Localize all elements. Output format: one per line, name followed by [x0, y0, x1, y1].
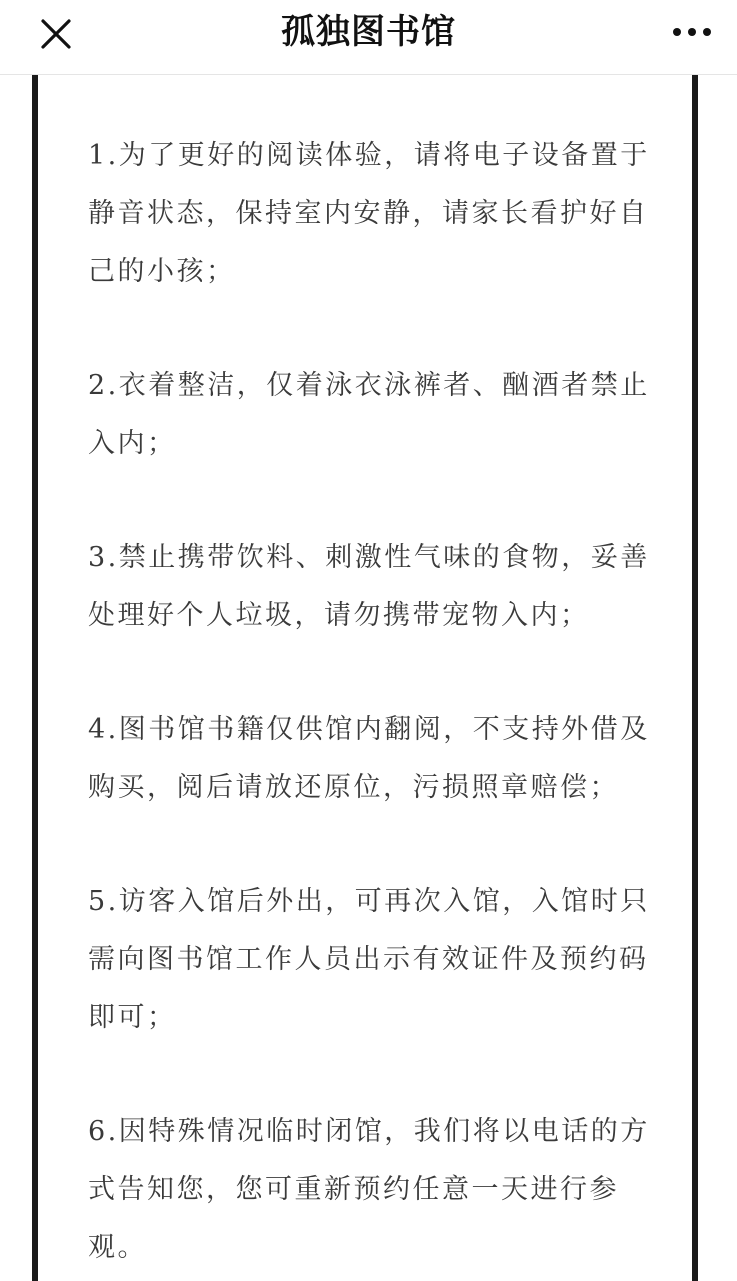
navigation-bar — [0, 0, 737, 75]
close-icon — [39, 17, 73, 51]
rules-list — [88, 127, 666, 1281]
rule-item: 5.访客入馆后外出，可再次入馆，入馆时只需向图书馆工作人员出示有效证件及预约码即可； — [88, 886, 650, 1033]
rule-item: 6.因特殊情况临时闭馆，我们将以电话的方式告知您，您可重新预约任意一天进行参观。 — [88, 1116, 650, 1263]
rule-item: 1.为了更好的阅读体验，请将电子设备置于静音状态，保持室内安静，请家长看护好自己的小孩； — [88, 140, 650, 287]
rule-item: 2.衣着整洁，仅着泳衣泳裤者、酗酒者禁止入内； — [88, 370, 650, 459]
rule-item: 3.禁止携带饮料、刺激性气味的食物，妥善处理好个人垃圾，请勿携带宠物入内； — [88, 542, 650, 631]
close-button[interactable] — [30, 8, 82, 60]
rules-frame — [32, 75, 698, 1281]
rule-item: 4.图书馆书籍仅供馆内翻阅，不支持外借及购买，阅后请放还原位，污损照章赔偿； — [88, 714, 650, 803]
more-options-button[interactable] — [667, 10, 717, 54]
page-title: 孤独图书馆 — [281, 12, 456, 52]
more-horizontal-icon — [672, 26, 712, 38]
